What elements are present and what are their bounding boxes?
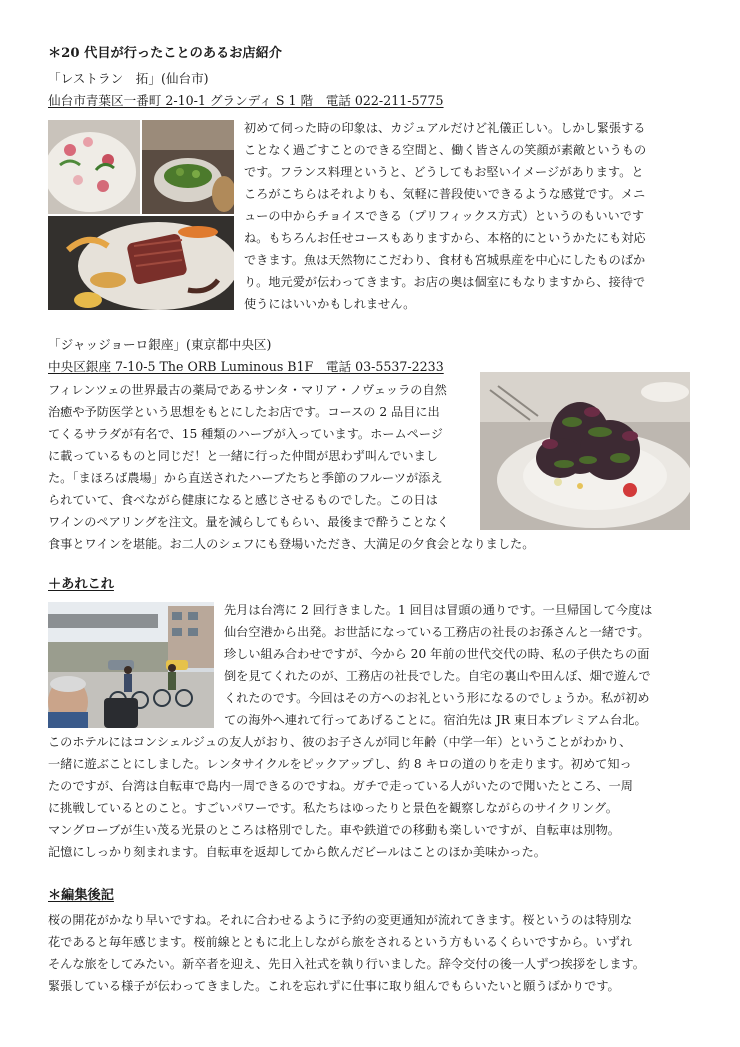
editor-line-1: 桜の開花がかなり早いですね。それに合わせるように予約の変更通知が流れてきます。桜というのは特別な bbox=[48, 913, 633, 927]
section-heading-misc: ＋あれこれ bbox=[48, 577, 114, 592]
taku-line-8: り。地元愛が伝わってきます。お店の奥は個室にもなりますから、接待で bbox=[244, 275, 646, 289]
misc-line-9: たのですが、台湾は自転車で島内一周できるのですね。ガチで走っている人がいたので聞いたところ、一周 bbox=[48, 779, 633, 793]
misc-line-10: に挑戦しているとのこと。すごいパワーです。私たちはゆったりと景色を観察しながらのサイクリング。 bbox=[48, 801, 618, 815]
giaggiolo-line-1: フィレンツェの世界最古の薬局であるサンタ・マリア・ノヴェッラの自然 bbox=[48, 383, 447, 397]
misc-line-2: 仙台空港から出発。お世話になっている工務店の社長のお孫さんと一緒です。 bbox=[224, 625, 650, 639]
editor-line-4: 緊張している様子が伝わってきました。これを忘れずに仕事に取り組んでもらいたいと願うばかりです。 bbox=[48, 979, 620, 993]
restaurant-address-giaggiolo: 中央区銀座 7-10-5 The ORB Luminous B1F 電話 03-5537-2233 bbox=[48, 359, 444, 374]
section-heading-shops: ＊20 代目が行ったことのあるお店紹介 bbox=[48, 46, 282, 61]
misc-line-3: 珍しい組み合わせですが、今から 20 年前の世代交代の時、私の子供たちの面 bbox=[224, 647, 650, 661]
taku-line-7: できます。魚は天然物にこだわり、食材も宮城県産を中心にしたものばか bbox=[244, 253, 646, 267]
taku-line-1: 初めて伺った時の印象は、カジュアルだけど礼儀正しい。しかし緊張する bbox=[244, 121, 646, 135]
giaggiolo-salad-photo bbox=[480, 372, 690, 530]
taku-line-3: です。フランス料理というと、どうしてもお堅いイメージがあります。と bbox=[244, 165, 644, 179]
taku-line-5: ューの中からチョイスできる（プリフィックス方式）というのもいいです bbox=[244, 209, 645, 223]
misc-line-11: マングローブが生い茂る光景のところは格別でした。車や鉄道での移動も楽しいですが、自転車は別物。 bbox=[48, 823, 620, 837]
misc-line-7: このホテルにはコンシェルジュの友人がおり、彼のお子さんが同じ年齢（中学一年）ということがわかり、 bbox=[48, 735, 632, 749]
giaggiolo-line-2: 治癒や予防医学という思想をもとにしたお店です。コースの 2 品目に出 bbox=[48, 405, 440, 419]
taku-line-9: 使うにはいいかもしれません。 bbox=[244, 297, 416, 311]
taku-line-2: ことなく過ごすことのできる空間と、働く皆さんの笑顔が素敵というもの bbox=[244, 143, 647, 157]
editor-line-3: そんな旅をしてみたい。新卒者を迎え、先日入社式を執り行いました。辞令交付の後一人ずつ挨拶をします。 bbox=[48, 957, 645, 971]
giaggiolo-line-5: た。「まほろば農場」から直送されたハーブたちと季節のフルーツが添え bbox=[48, 471, 443, 485]
restaurant-taku-photo-collage bbox=[48, 120, 234, 310]
giaggiolo-line-7: ワインのペアリングを注文。量を減らしてもらい、最後まで酔うことなく bbox=[48, 515, 450, 529]
restaurant-address-taku: 仙台市青葉区一番町 2-10-1 グランディ S 1 階 電話 022-211-5775 bbox=[48, 93, 444, 108]
giaggiolo-line-6: られていて、食べながら健康になると感じさせるものでした。この日は bbox=[48, 493, 438, 507]
taiwan-cycling-photo bbox=[48, 602, 214, 728]
taku-line-6: ね。もちろんお任せコースもありますから、本格的にというかたにも対応 bbox=[244, 231, 646, 245]
section-heading-editor-note: ＊編集後記 bbox=[48, 888, 114, 903]
restaurant-name-taku: 「レストラン 拓」(仙台市) bbox=[48, 71, 209, 86]
misc-line-4: 倒を見てくれたのが、工務店の社長でした。自宅の裏山や田んぼ、畑で遊んで bbox=[224, 669, 651, 683]
giaggiolo-line-8: 食事とワインを堪能。お二人のシェフにも登場いただき、大満足の夕食会となりました。 bbox=[48, 537, 535, 551]
editor-line-2: 花であると毎年感じます。桜前線とともに北上しながら旅をされるという方もいるくらいですから。いずれ bbox=[48, 935, 633, 949]
misc-line-12: 記憶にしっかり刻まれます。自転車を返却してから飲んだビールはことのほか美味かった。 bbox=[48, 845, 546, 859]
misc-line-1: 先月は台湾に 2 回行きました。1 回目は冒頭の通りです。一旦帰国して今度は bbox=[224, 603, 653, 617]
taku-line-4: ころがこちらはそれよりも、気軽に普段使いできるような感覚です。メニ bbox=[244, 187, 646, 201]
misc-line-8: 一緒に遊ぶことにしました。レンタサイクルをピックアップし、約 8 キロの道のりを走ります。初めて知っ bbox=[48, 757, 632, 771]
giaggiolo-line-4: に載っているものと同じだ！と一緒に行った仲間が思わず叫んでいまし bbox=[48, 449, 438, 463]
misc-line-5: くれたのです。今回はその方へのお礼という形になるのでしょうか。私が初め bbox=[224, 691, 650, 705]
giaggiolo-line-3: てくるサラダが有名で、15 種類のハーブが入っています。ホームページ bbox=[48, 427, 443, 441]
misc-line-6: ての海外へ連れて行ってあげることに。宿泊先は JR 東日本プレミアム台北。 bbox=[224, 713, 647, 727]
restaurant-name-giaggiolo: 「ジャッジョーロ銀座」(東京都中央区) bbox=[48, 337, 272, 352]
